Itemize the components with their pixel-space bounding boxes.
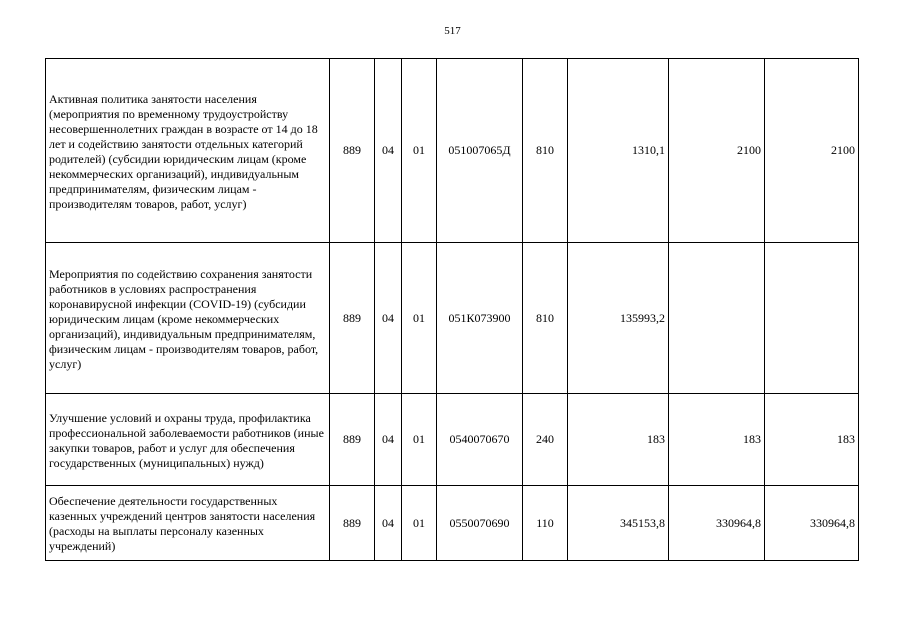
grbs-code: 889 xyxy=(330,394,375,486)
row-description: Улучшение условий и охраны труда, профилактика профессиональной заболеваемости работников (иные закупки товаров, работ и услуг для обеспечения государственных (муниципальных) нужд) xyxy=(46,394,330,486)
amount-year-2: 183 xyxy=(669,394,765,486)
target-article-code: 051К073900 xyxy=(437,243,523,394)
expense-type-code: 810 xyxy=(523,243,568,394)
subsection-code: 01 xyxy=(402,243,437,394)
expense-type-code: 110 xyxy=(523,486,568,561)
row-description: Обеспечение деятельности государственных казенных учреждений центров занятости населения (расходы на выплаты персоналу казенных учреждений) xyxy=(46,486,330,561)
subsection-code: 01 xyxy=(402,59,437,243)
subsection-code: 01 xyxy=(402,486,437,561)
amount-year-1: 1310,1 xyxy=(568,59,669,243)
row-description: Активная политика занятости населения (мероприятия по временному трудоустройству несовершеннолетних граждан в возрасте от 14 до 18 лет и содействию занятости отдельных категорий родителей) (субсидии юридическим лицам (кроме некоммерческих организаций), индивидуальным предпринимателям, физическим лицам - производителям товаров, работ, услуг) xyxy=(46,59,330,243)
page-number: 517 xyxy=(444,25,461,37)
amount-year-1: 135993,2 xyxy=(568,243,669,394)
amount-year-2: 2100 xyxy=(669,59,765,243)
target-article-code: 0540070670 xyxy=(437,394,523,486)
target-article-code: 051007065Д xyxy=(437,59,523,243)
amount-year-3 xyxy=(765,243,859,394)
budget-table xyxy=(45,58,859,561)
section-code: 04 xyxy=(375,486,402,561)
table-row xyxy=(46,486,859,561)
table-row xyxy=(46,394,859,486)
target-article-code: 0550070690 xyxy=(437,486,523,561)
row-description: Мероприятия по содействию сохранения занятости работников в условиях распространения коронавирусной инфекции (COVID-19) (субсидии юридическим лицам (кроме некоммерческих организаций), индивидуальным предпринимателям, физическим лицам - производителям товаров, работ, услуг) xyxy=(46,243,330,394)
amount-year-3: 330964,8 xyxy=(765,486,859,561)
table-row xyxy=(46,243,859,394)
grbs-code: 889 xyxy=(330,59,375,243)
grbs-code: 889 xyxy=(330,486,375,561)
amount-year-2 xyxy=(669,243,765,394)
amount-year-2: 330964,8 xyxy=(669,486,765,561)
expense-type-code: 240 xyxy=(523,394,568,486)
amount-year-3: 183 xyxy=(765,394,859,486)
amount-year-1: 183 xyxy=(568,394,669,486)
section-code: 04 xyxy=(375,59,402,243)
section-code: 04 xyxy=(375,394,402,486)
amount-year-3: 2100 xyxy=(765,59,859,243)
grbs-code: 889 xyxy=(330,243,375,394)
table-row xyxy=(46,59,859,243)
section-code: 04 xyxy=(375,243,402,394)
subsection-code: 01 xyxy=(402,394,437,486)
amount-year-1: 345153,8 xyxy=(568,486,669,561)
expense-type-code: 810 xyxy=(523,59,568,243)
